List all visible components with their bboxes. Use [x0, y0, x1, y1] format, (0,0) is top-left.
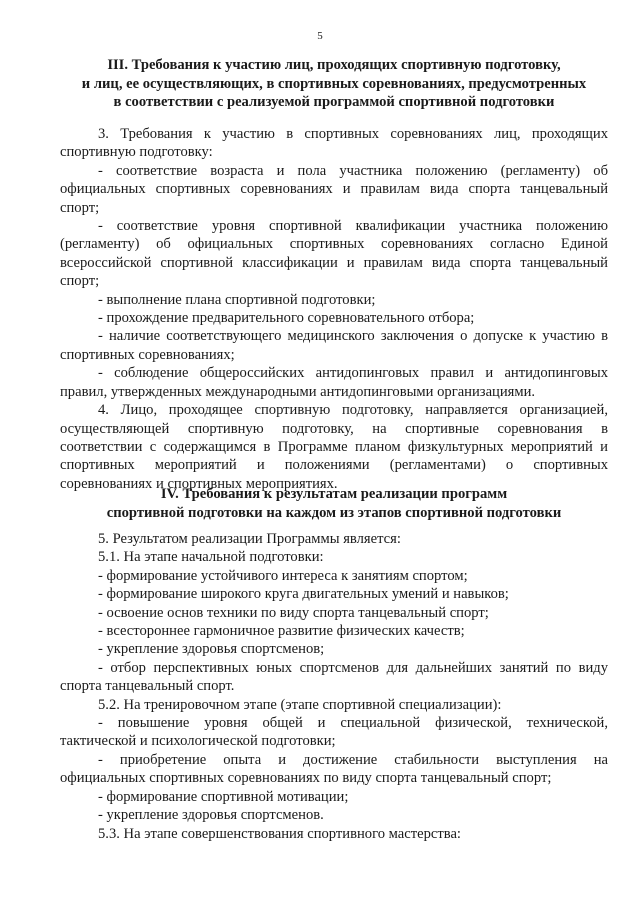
list-item: - формирование спортивной мотивации;: [98, 788, 349, 805]
list-item: - прохождение предварительного соревновательного отбора;: [98, 310, 475, 327]
text-line: - соблюдение общероссийских антидопинговых правил и антидопинговых: [98, 365, 608, 382]
list-item: - формирование широкого круга двигательных умений и навыков;: [98, 586, 509, 603]
text-line: - приобретение опыта и достижение стабильности выступления на: [98, 751, 608, 768]
text-line: (регламенту) об официальных спортивных соревнованиях согласно Единой: [60, 236, 608, 253]
heading-line: IV. Требования к результатам реализации программ: [160, 486, 508, 502]
list-item: - укрепление здоровья спортсменов.: [98, 807, 324, 824]
text-line: спорта танцевальный спорт.: [60, 678, 235, 695]
text-line: спорт;: [60, 273, 100, 290]
text-line: - повышение уровня общей и специальной физической, технической,: [98, 715, 608, 732]
section-3-body: [60, 125, 608, 493]
list-item: - укрепление здоровья спортсменов;: [98, 641, 325, 658]
text-line: официальных спортивных соревнованиях по виду спорта танцевальный спорт;: [60, 770, 552, 787]
text-line: соответствии с содержащимся в Программе планом физкультурных мероприятий и: [60, 438, 608, 455]
text-line: - отбор перспективных юных спортсменов для дальнейших занятий по виду: [98, 659, 608, 676]
text-line: спорт;: [60, 199, 100, 216]
text-line: 3. Требования к участию в спортивных соревнованиях лиц, проходящих: [98, 126, 608, 142]
text-line: - наличие соответствующего медицинского заключения о допуске к участию в: [98, 328, 608, 345]
text-line: спортивных мероприятий и положениями (регламентами) о спортивных: [60, 457, 608, 474]
heading-line: и лиц, ее осуществляющих, в спортивных соревнованиях, предусмотренных: [81, 75, 587, 92]
list-item: - всестороннее гармоничное развитие физических качеств;: [98, 623, 465, 640]
section-3-heading: [60, 56, 608, 112]
subsection-5-2: 5.2. На тренировочном этапе (этапе спортивной специализации):: [98, 696, 502, 713]
page-number: 5: [317, 30, 323, 42]
paragraph-5: 5. Результатом реализации Программы является:: [98, 531, 401, 547]
text-line: официальных спортивных соревнованиях и правилам вида спорта танцевальный: [60, 181, 608, 198]
text-line: 4. Лицо, проходящее спортивную подготовку, направляется организацией,: [98, 402, 608, 419]
list-item: - освоение основ техники по виду спорта танцевальный спорт;: [98, 604, 489, 621]
text-line: спортивную подготовку:: [60, 144, 213, 161]
text-line: всероссийской спортивной классификации и правилам вида спорта танцевальный: [60, 254, 608, 271]
section-4-heading: [60, 485, 608, 522]
text-line: осуществляющей спортивную подготовку, на спортивные соревнования в: [60, 420, 608, 437]
heading-line: III. Требования к участию лиц, проходящих спортивную подготовку,: [107, 57, 561, 73]
text-line: тактической и психологической подготовки;: [60, 733, 336, 750]
text-line: спортивных соревнованиях;: [60, 346, 235, 363]
text-line: - соответствие возраста и пола участника положению (регламенту) об: [98, 162, 608, 179]
subsection-5-1: 5.1. На этапе начальной подготовки:: [98, 549, 324, 566]
section-4-body: [60, 530, 608, 843]
heading-line: в соответствии с реализуемой программой спортивной подготовки: [113, 94, 555, 110]
subsection-5-3: 5.3. На этапе совершенствования спортивного мастерства:: [98, 825, 461, 842]
text-line: соревнованиях и спортивных мероприятиях.: [60, 475, 338, 492]
list-item: - формирование устойчивого интереса к занятиям спортом;: [98, 567, 468, 584]
text-line: правил, утвержденных международными антидопинговыми организациями.: [60, 383, 536, 400]
heading-line: спортивной подготовки на каждом из этапов спортивной подготовки: [106, 504, 562, 521]
list-item: - выполнение плана спортивной подготовки;: [98, 291, 376, 308]
text-line: - соответствие уровня спортивной квалификации участника положению: [98, 218, 608, 235]
